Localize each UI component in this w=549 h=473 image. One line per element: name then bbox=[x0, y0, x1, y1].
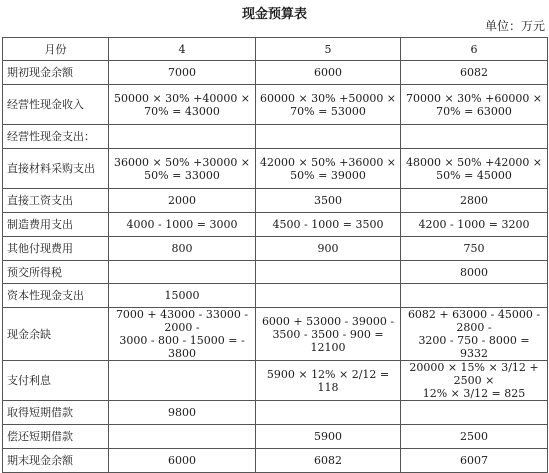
row-label: 取得短期借款 bbox=[3, 401, 109, 425]
table-row bbox=[3, 261, 548, 284]
table-row bbox=[3, 125, 548, 149]
table-cell bbox=[109, 85, 256, 125]
table-cell bbox=[401, 308, 548, 361]
cell-text-line: 2500 bbox=[460, 430, 488, 443]
row-label: 直接材料采购支出 bbox=[3, 149, 109, 189]
cell-text-line: 750 bbox=[463, 242, 485, 255]
header-month-5: 5 bbox=[256, 38, 401, 61]
cell-text-line: 3500 - 3500 - 900 = 12100 bbox=[272, 327, 384, 354]
table-cell bbox=[109, 284, 256, 308]
table-cell bbox=[401, 85, 548, 125]
table-row bbox=[3, 284, 548, 308]
table-cell bbox=[256, 308, 401, 361]
table-row bbox=[3, 213, 548, 237]
table-cell bbox=[109, 61, 256, 85]
table-cell bbox=[256, 237, 401, 261]
cell-text-line: 3000 - 800 - 15000 = - 3800 bbox=[119, 334, 245, 360]
cell-text-line: 6007 bbox=[460, 454, 488, 467]
table-cell bbox=[256, 261, 401, 284]
table-cell bbox=[401, 61, 548, 85]
table-cell bbox=[109, 361, 256, 401]
table-cell bbox=[109, 149, 256, 189]
cell-text-line: 6000 bbox=[314, 66, 342, 79]
cell-text-line: 6000 bbox=[168, 454, 196, 467]
table-row bbox=[3, 401, 548, 425]
cell-text-line: 5900 bbox=[314, 430, 342, 443]
row-label: 期末现金余额 bbox=[3, 449, 109, 473]
header-month-6: 6 bbox=[401, 38, 548, 61]
table-cell bbox=[109, 189, 256, 213]
row-label: 制造费用支出 bbox=[3, 213, 109, 237]
table-cell bbox=[401, 189, 548, 213]
table-cell bbox=[401, 449, 548, 473]
table-cell bbox=[109, 125, 256, 149]
cell-text-line: 50% = 45000 bbox=[436, 168, 512, 182]
table-cell bbox=[256, 125, 401, 149]
table-cell bbox=[256, 284, 401, 308]
table-cell bbox=[109, 308, 256, 361]
cell-text-line: 4000 - 1000 = 3000 bbox=[126, 218, 238, 231]
table-cell bbox=[109, 261, 256, 284]
cell-text-line: 6082 bbox=[460, 66, 488, 79]
table-row bbox=[3, 425, 548, 449]
table-cell bbox=[401, 361, 548, 401]
cell-text-line: 60000 × 30% +50000 × bbox=[259, 91, 397, 105]
cell-text-line: 3500 bbox=[314, 194, 342, 207]
cash-budget-table bbox=[2, 37, 548, 473]
cell-text-line: 8000 bbox=[460, 265, 488, 279]
header-month-4: 4 bbox=[109, 38, 256, 61]
row-label: 直接工资支出 bbox=[3, 189, 109, 213]
cell-text-line: 9800 bbox=[168, 406, 196, 419]
cell-text-line: 6082 bbox=[314, 454, 342, 467]
table-cell bbox=[109, 237, 256, 261]
table-cell bbox=[401, 261, 548, 284]
row-label: 经营性现金收入 bbox=[3, 85, 109, 125]
table-cell bbox=[256, 449, 401, 473]
cell-text-line: 50% = 33000 bbox=[144, 168, 220, 182]
header-row bbox=[3, 38, 548, 61]
table-cell bbox=[256, 401, 401, 425]
cell-text-line: 50000 × 30% +40000 × bbox=[113, 91, 251, 105]
table-cell bbox=[401, 425, 548, 449]
table-cell bbox=[256, 213, 401, 237]
table-cell bbox=[256, 189, 401, 213]
cell-text-line: 48000 × 50% +42000 × bbox=[405, 155, 543, 169]
cell-text-line: 20000 × 15% × 3/12 + 2500 × bbox=[409, 361, 539, 387]
header-month-label: 月份 bbox=[3, 38, 109, 61]
cell-text-line: 50% = 39000 bbox=[290, 168, 366, 182]
table-title: 现金预算表 bbox=[241, 7, 307, 22]
cell-text-line: 15000 bbox=[164, 289, 200, 302]
table-cell bbox=[256, 425, 401, 449]
table-cell bbox=[256, 361, 401, 401]
table-cell bbox=[401, 213, 548, 237]
table-row bbox=[3, 189, 548, 213]
row-label: 预交所得税 bbox=[3, 261, 109, 284]
cell-text-line: 4500 - 1000 = 3500 bbox=[272, 218, 384, 231]
cell-text-line: 70000 × 30% +60000 × bbox=[405, 91, 543, 105]
table-cell bbox=[401, 237, 548, 261]
cell-text-line: 6082 + 63000 - 45000 - 2800 - bbox=[407, 308, 541, 334]
row-label: 支付利息 bbox=[3, 361, 109, 401]
row-label: 偿还短期借款 bbox=[3, 425, 109, 449]
cell-text-line: 7000 + 43000 - 33000 - 2000 - bbox=[115, 308, 249, 334]
cell-text-line: 2000 bbox=[168, 194, 196, 207]
cell-text-line: 70% = 43000 bbox=[144, 104, 220, 118]
table-cell bbox=[109, 401, 256, 425]
table-cell bbox=[256, 149, 401, 189]
cell-text-line: 7000 bbox=[168, 66, 196, 79]
cell-text-line: 70% = 53000 bbox=[290, 104, 366, 118]
row-label: 期初现金余额 bbox=[3, 61, 109, 85]
table-cell bbox=[401, 284, 548, 308]
table-cell bbox=[256, 85, 401, 125]
table-row bbox=[3, 149, 548, 189]
table-row bbox=[3, 449, 548, 473]
cell-text-line: 12% × 3/12 = 825 bbox=[422, 387, 526, 400]
row-label: 现金余缺 bbox=[3, 308, 109, 361]
table-cell bbox=[401, 149, 548, 189]
table-row bbox=[3, 61, 548, 85]
row-label: 经营性现金支出： bbox=[3, 125, 109, 149]
cell-text-line: 900 bbox=[317, 242, 339, 255]
cell-text-line: 36000 × 50% +30000 × bbox=[113, 155, 251, 169]
unit-label: 单位：万元 bbox=[484, 19, 545, 33]
row-label: 其他付现费用 bbox=[3, 237, 109, 261]
cell-text-line: 800 bbox=[171, 242, 193, 255]
table-cell bbox=[109, 213, 256, 237]
row-label: 资本性现金支出 bbox=[3, 284, 109, 308]
cell-text-line: 4200 - 1000 = 3200 bbox=[418, 218, 530, 231]
cell-text-line: 70% = 63000 bbox=[436, 104, 512, 118]
cell-text-line: 2800 bbox=[460, 194, 488, 207]
cell-text-line: 6000 + 53000 - 39000 - bbox=[261, 314, 395, 328]
table-cell bbox=[109, 425, 256, 449]
table-row bbox=[3, 361, 548, 401]
table-cell bbox=[401, 401, 548, 425]
table-row bbox=[3, 308, 548, 361]
cell-text-line: 3200 - 750 - 8000 = 9332 bbox=[418, 334, 530, 360]
table-cell bbox=[401, 125, 548, 149]
table-cell bbox=[256, 61, 401, 85]
table-cell bbox=[109, 449, 256, 473]
table-row bbox=[3, 237, 548, 261]
table-row bbox=[3, 85, 548, 125]
cell-text-line: 5900 × 12% × 2/12 = 118 bbox=[266, 367, 390, 394]
cell-text-line: 42000 × 50% +36000 × bbox=[259, 155, 397, 169]
